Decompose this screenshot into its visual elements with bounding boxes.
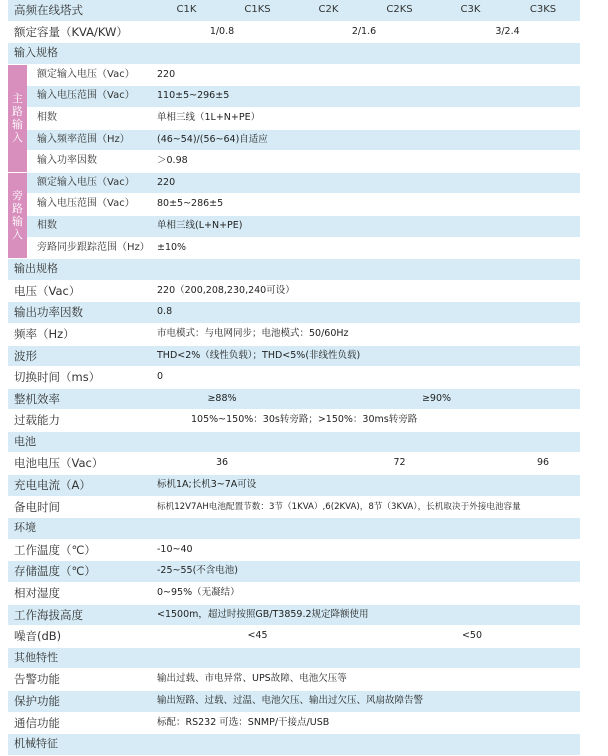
bypass-sync-value: ±10%: [151, 237, 580, 259]
transfer-time-label: 切换时间（ms）: [8, 367, 151, 389]
bypass-side-label: 旁 路 输 入: [8, 172, 27, 258]
mains-phase-label: 相数: [27, 107, 151, 129]
output-pf-label: 输出功率因数: [8, 302, 151, 324]
mains-rated-voltage-value: 220: [151, 64, 580, 86]
alarm-label: 告警功能: [8, 669, 151, 691]
section-mechanical-title: 机械特征: [8, 734, 580, 756]
op-temp-label: 工作温度（℃）: [8, 539, 151, 561]
transfer-time-row: [8, 367, 580, 389]
backup-time-value: 标机12V7AH电池配置节数：3节（1KVA）,6(2KVA)，8节（3KVA），长机取决于外接电池容量: [151, 496, 580, 518]
output-freq-value: 市电模式：与电网同步；电池模式：50/60Hz: [151, 323, 580, 345]
section-input: [8, 43, 580, 65]
humidity-label: 相对湿度: [8, 583, 151, 605]
bypass-voltage-range-value: 80±5~286±5: [151, 194, 580, 216]
section-input-title: 输入规格: [8, 43, 580, 65]
altitude-row: [8, 604, 580, 626]
noise-low: <45: [151, 626, 364, 648]
alarm-row: [8, 669, 580, 691]
mains-side-label: 主 路 输 入: [8, 64, 27, 172]
transfer-time-value: 0: [151, 367, 580, 389]
mains-row: [8, 64, 580, 86]
bypass-sync-label: 旁路同步跟踪范围（Hz）: [27, 237, 151, 259]
model-c3ks: C3KS: [506, 0, 580, 21]
noise-row: [8, 626, 580, 648]
charge-current-label: 充电电流（A）: [8, 475, 151, 497]
section-other: [8, 647, 580, 669]
humidity-value: 0~95%（无凝结）: [151, 583, 580, 605]
output-freq-row: [8, 323, 580, 345]
output-freq-label: 频率（Hz）: [8, 323, 151, 345]
section-output-title: 输出规格: [8, 259, 580, 281]
model-c1ks: C1KS: [222, 0, 293, 21]
mains-voltage-range-label: 输入电压范围（Vac）: [27, 86, 151, 108]
op-temp-row: [8, 539, 580, 561]
output-voltage-value: 220（200,208,230,240可设）: [151, 280, 580, 302]
section-environment: [8, 518, 580, 540]
efficiency-label: 整机效率: [8, 388, 151, 410]
bypass-voltage-range-label: 输入电压范围（Vac）: [27, 194, 151, 216]
efficiency-1k: ≥88%: [151, 388, 293, 410]
bypass-row: [8, 215, 580, 237]
overload-value: 105%~150%：30s转旁路；>150%：30ms转旁路: [151, 410, 580, 432]
output-voltage-row: [8, 280, 580, 302]
section-battery: [8, 431, 580, 453]
mains-row: [8, 151, 580, 173]
mains-freq-value: (46~54)/(56~64)自适应: [151, 129, 580, 151]
capacity-1k: 1/0.8: [151, 21, 293, 43]
section-output: [8, 259, 580, 281]
charge-current-value: 标机1A;长机3~7A可设: [151, 475, 580, 497]
model-c1k: C1K: [151, 0, 222, 21]
output-pf-row: [8, 302, 580, 324]
output-wave-label: 波形: [8, 345, 151, 367]
ups-spec-table: [8, 0, 580, 756]
battery-voltage-3k: 96: [506, 453, 580, 475]
model-c2k: C2K: [293, 0, 364, 21]
bypass-row: [8, 237, 580, 259]
op-temp-value: -10~40: [151, 539, 580, 561]
bypass-row: [8, 194, 580, 216]
output-pf-value: 0.8: [151, 302, 580, 324]
header-row: [8, 0, 580, 21]
backup-time-row: [8, 496, 580, 518]
battery-voltage-label: 电池电压（Vac）: [8, 453, 151, 475]
section-battery-title: 电池: [8, 431, 580, 453]
store-temp-value: -25~55(不含电池): [151, 561, 580, 583]
mains-rated-voltage-label: 额定输入电压（Vac）: [27, 64, 151, 86]
battery-voltage-row: [8, 453, 580, 475]
output-wave-row: [8, 345, 580, 367]
charge-current-row: [8, 475, 580, 497]
section-other-title: 其他特性: [8, 647, 580, 669]
mains-pf-label: 输入功率因数: [27, 151, 151, 173]
capacity-row: [8, 21, 580, 43]
efficiency-row: [8, 388, 580, 410]
mains-row: [8, 86, 580, 108]
mains-phase-value: 单相三线（1L+N+PE）: [151, 107, 580, 129]
mains-row: [8, 129, 580, 151]
store-temp-label: 存储温度（℃）: [8, 561, 151, 583]
overload-row: [8, 410, 580, 432]
alarm-value: 输出过载、市电异常、UPS故障、电池欠压等: [151, 669, 580, 691]
section-mechanical: [8, 734, 580, 756]
protect-label: 保护功能: [8, 691, 151, 713]
section-environment-title: 环境: [8, 518, 580, 540]
humidity-row: [8, 583, 580, 605]
capacity-2k: 2/1.6: [293, 21, 435, 43]
header-label: 高频在线塔式: [8, 0, 151, 21]
noise-label: 噪音(dB): [8, 626, 151, 648]
altitude-label: 工作海拔高度: [8, 604, 151, 626]
comm-label: 通信功能: [8, 712, 151, 734]
bypass-row: [8, 172, 580, 194]
output-voltage-label: 电压（Vac）: [8, 280, 151, 302]
model-c2ks: C2KS: [364, 0, 435, 21]
mains-freq-label: 输入频率范围（Hz）: [27, 129, 151, 151]
altitude-value: <1500m，超过时按照GB/T3859.2规定降额使用: [151, 604, 580, 626]
comm-value: 标配：RS232 可选：SNMP/干接点/USB: [151, 712, 580, 734]
overload-label: 过载能力: [8, 410, 151, 432]
capacity-3k: 3/2.4: [435, 21, 580, 43]
protect-value: 输出短路、过载、过温、电池欠压、输出过欠压、风扇故障告警: [151, 691, 580, 713]
bypass-rated-voltage-value: 220: [151, 172, 580, 194]
bypass-rated-voltage-label: 额定输入电压（Vac）: [27, 172, 151, 194]
mains-row: [8, 107, 580, 129]
battery-voltage-2k: 72: [293, 453, 506, 475]
backup-time-label: 备电时间: [8, 496, 151, 518]
mains-voltage-range-value: 110±5~296±5: [151, 86, 580, 108]
efficiency-2k3k: ≥90%: [293, 388, 580, 410]
battery-voltage-1k: 36: [151, 453, 293, 475]
capacity-label: 额定容量（KVA/KW）: [8, 21, 151, 43]
output-wave-value: THD<2%（线性负载）；THD<5%(非线性负载): [151, 345, 580, 367]
model-c3k: C3K: [435, 0, 506, 21]
comm-row: [8, 712, 580, 734]
protect-row: [8, 691, 580, 713]
mains-pf-value: ＞0.98: [151, 151, 580, 173]
bypass-phase-value: 单相三线(L+N+PE): [151, 215, 580, 237]
bypass-phase-label: 相数: [27, 215, 151, 237]
noise-high: <50: [364, 626, 580, 648]
store-temp-row: [8, 561, 580, 583]
